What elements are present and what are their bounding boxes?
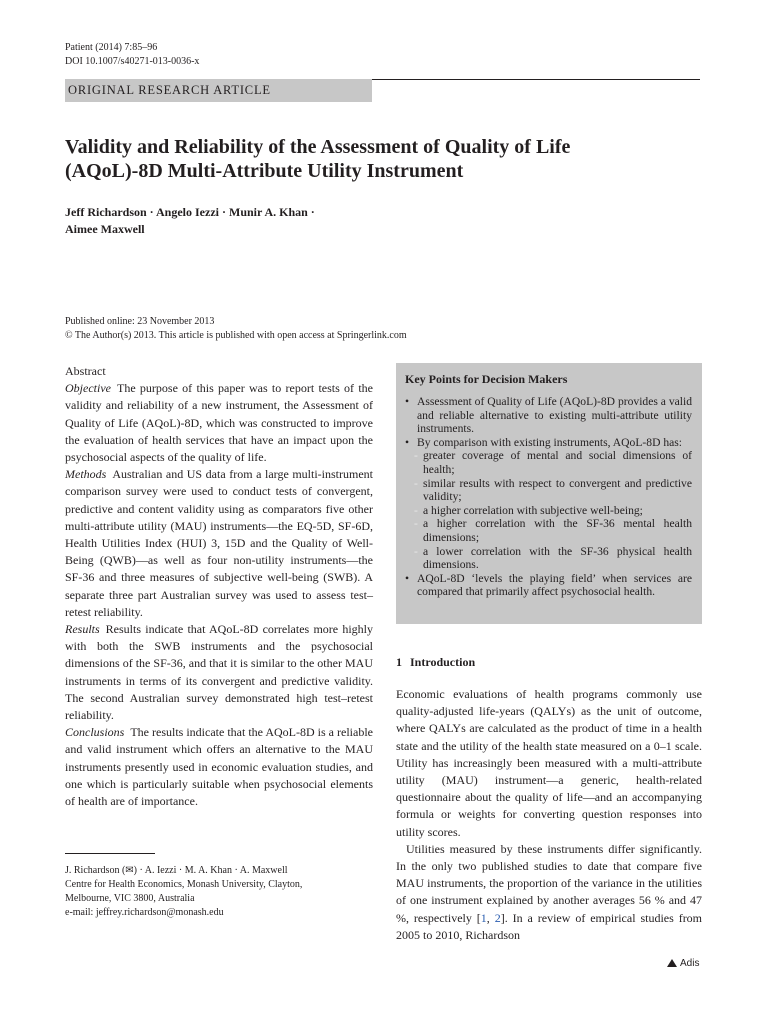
key-point-text: Assessment of Quality of Life (AQoL)-8D provides a valid and reliable alternative to existing multi-attribute utility instruments. <box>417 395 692 436</box>
section-heading-introduction <box>396 655 475 670</box>
abstract-methods <box>65 466 373 621</box>
abstract-objective <box>65 380 373 466</box>
copyright-notice: © The Author(s) 2013. This article is published with open access at Springerlink.com <box>65 330 407 341</box>
publisher-logo <box>667 958 699 969</box>
citation-link-2[interactable]: 2 <box>494 910 501 925</box>
key-point-text: By comparison with existing instruments, AQoL-8D has: <box>417 435 683 449</box>
key-point-item <box>405 572 692 599</box>
subitem-text: similar results with respect to convergent and predictive validity; <box>423 476 692 504</box>
dash-icon: - <box>414 544 418 558</box>
author-affiliation-footnote <box>65 864 375 920</box>
subitem-text: greater coverage of mental and social dimensions of health; <box>423 449 692 476</box>
bullet-icon: • <box>405 571 410 585</box>
journal-citation: Patient (2014) 7:85–96 <box>65 42 158 53</box>
author-list <box>65 204 705 237</box>
publication-info <box>65 315 705 343</box>
key-point-text: AQoL-8D ‘levels the playing field’ when services are compared that primarily affect psychosocial health. <box>417 571 692 599</box>
abstract <box>65 363 373 810</box>
article-type-band: ORIGINAL RESEARCH ARTICLE <box>65 79 372 102</box>
conclusions-text: The results indicate that the AQoL-8D is a reliable and valid instrument which offers an alternative to the MAU instruments presently used in economic evaluation studies, and one which is particularly suitable when psychosocial elements of health are of importance. <box>65 725 373 809</box>
section-number: 1 <box>396 655 402 669</box>
subitem-text: a higher correlation with the SF-36 mental health dimensions; <box>423 517 692 544</box>
abstract-conclusions <box>65 724 373 810</box>
results-text: Results indicate that AQoL-8D correlates more highly with both the SWB instruments and the psychosocial dimensions of the SF-36, and that it is similar to the other MAU instruments in terms of its convergent and predictive validity. The second Australian survey demonstrated high test–retest reliability. <box>65 622 373 723</box>
footnote-affiliation: Centre for Health Economics, Monash University, Clayton, <box>65 879 303 890</box>
para2-end: ]. In a review of empirical studies from 2005 to 2010, Richardson <box>396 910 703 942</box>
key-point-subitem <box>405 449 692 476</box>
key-points-box <box>396 363 702 624</box>
authors-line-1: Jeff Richardson · Angelo Iezzi · Munir A. Khan · <box>65 205 315 219</box>
article-title <box>65 135 705 183</box>
abstract-heading: Abstract <box>65 364 106 378</box>
introduction-body <box>396 686 702 944</box>
footnote-address: Melbourne, VIC 3800, Australia <box>65 893 195 904</box>
citation-separator: , <box>486 910 495 925</box>
footnote-rule <box>65 853 155 854</box>
key-point-subitem <box>405 517 692 544</box>
title-line-2: (AQoL)-8D Multi-Attribute Utility Instrument <box>65 160 464 182</box>
dash-icon: - <box>414 449 418 463</box>
publisher-name: Adis <box>680 958 700 969</box>
intro-paragraph-2 <box>396 841 702 944</box>
section-title: Introduction <box>410 655 476 669</box>
key-points-list <box>405 395 692 599</box>
objective-text: The purpose of this paper was to report tests of the validity and reliability of a new instrument, the Assessment of Quality of Life (AQoL)-8D, which was constructed to improve the evaluation of health services that have an impact upon the psychosocial aspects of the quality of life. <box>65 381 373 465</box>
abstract-results <box>65 621 373 724</box>
objective-label: Objective <box>65 381 111 396</box>
footnote-authors: J. Richardson (✉) · A. Iezzi · M. A. Khan · A. Maxwell <box>65 865 288 876</box>
methods-text: Australian and US data from a large multi-instrument comparison survey were used to conduct tests of convergent, predictive and content validity using as comparators five other multi-attribute utility (MAU) instruments—the EQ-5D, SF-6D, Health Utilities Index (HUI) 3, 15D and the Quality of Well-Being (QWB)—as well as four non-utility instruments—the SF-36 and three measures of subjective well-being (SWB). A separate three part Australian survey was used to assess test–retest reliability. <box>65 467 373 619</box>
journal-header <box>65 41 199 69</box>
key-point-item <box>405 395 692 436</box>
published-date: Published online: 23 November 2013 <box>65 316 215 327</box>
dash-icon: - <box>414 517 418 531</box>
subitem-text: a higher correlation with subjective well-being; <box>423 503 643 517</box>
key-point-subitem <box>405 477 692 504</box>
intro-paragraph-1: Economic evaluations of health programs commonly use quality-adjusted life-years (QALYs) as the unit of outcome, where QALYs are calculated as the product of time in a health state and the utility of the health state measured on a 0–1 scale. Utility has increasingly been measured with a multi-attribute utility (MAU) instrument—a generic, health-related questionnaire about the quality of life—and an accompanying formula or weights for converting question responses into utility scores. <box>396 687 702 839</box>
key-points-title: Key Points for Decision Makers <box>405 372 568 386</box>
methods-label: Methods <box>65 467 107 482</box>
para2-start: Utilities measured by these instruments differ significantly. In the only two published studies to date that compare five MAU instruments, the proportion of the variance in the utilities of one instrument explained by another averages 56 % and 47 %, respectively [ <box>396 841 702 925</box>
bullet-icon: • <box>405 435 410 449</box>
header-rule <box>372 79 700 80</box>
key-point-item <box>405 436 692 450</box>
doi-link[interactable]: DOI 10.1007/s40271-013-0036-x <box>65 56 200 67</box>
authors-line-2: Aimee Maxwell <box>65 221 145 236</box>
title-line-1: Validity and Reliability of the Assessment of Quality of Life <box>65 136 571 158</box>
key-point-subitem <box>405 504 692 518</box>
adis-triangle-icon <box>667 959 677 967</box>
footnote-email[interactable]: e-mail: jeffrey.richardson@monash.edu <box>65 907 224 918</box>
results-label: Results <box>65 622 100 637</box>
subitem-text: a lower correlation with the SF-36 physical health dimensions. <box>423 544 692 572</box>
key-point-subitem <box>405 545 692 572</box>
dash-icon: - <box>414 476 418 490</box>
citation-link-1[interactable]: 1 <box>480 910 487 925</box>
dash-icon: - <box>414 503 418 517</box>
bullet-icon: • <box>405 395 410 408</box>
conclusions-label: Conclusions <box>65 725 125 740</box>
